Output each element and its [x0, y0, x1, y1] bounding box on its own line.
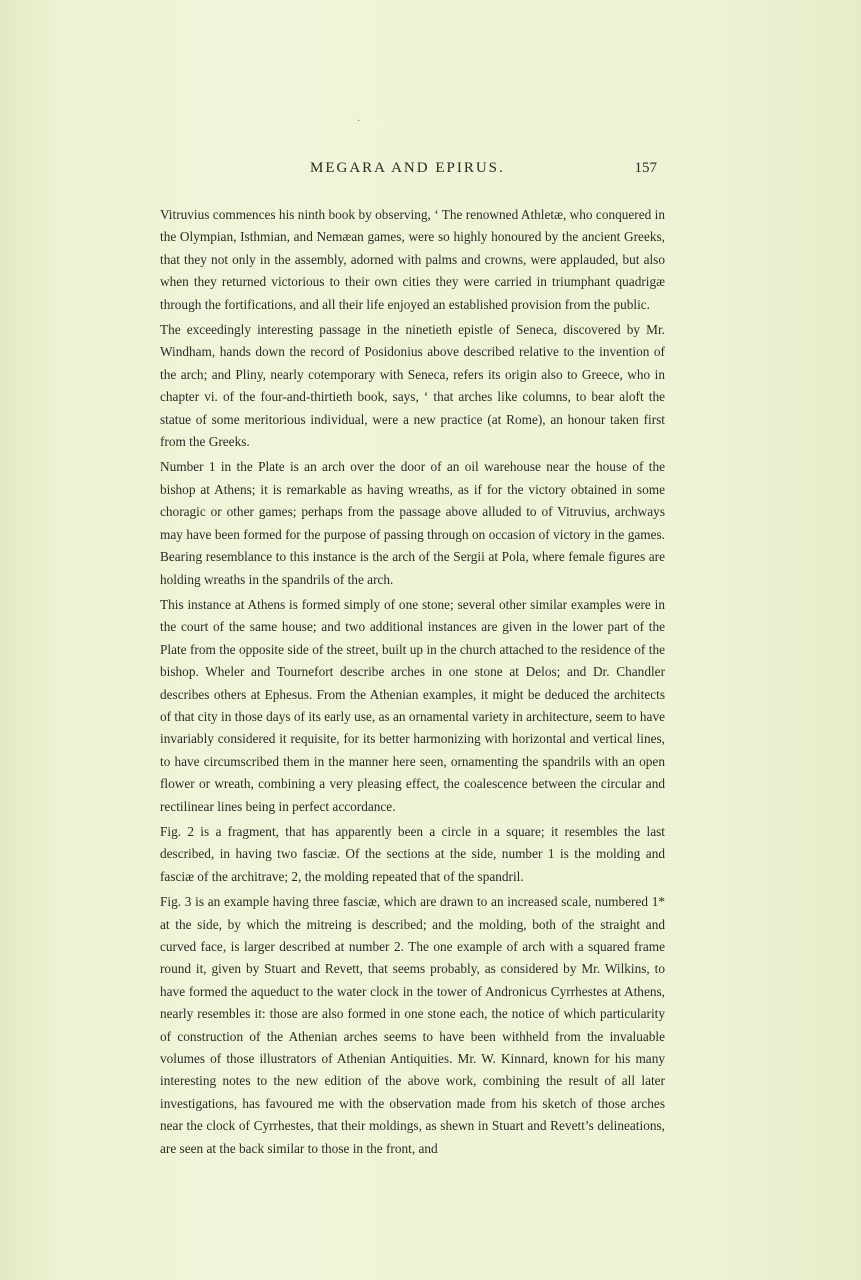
paragraph-3: Number 1 in the Plate is an arch over the door of an oil warehouse near the house of the bishop at Athens; it is remarkable as having wreaths, as if for the victory obtained in some choragic or other games; perhaps from the passage above alluded to of Vitruvius, archways may have been formed for the purpose of passing through on occasion of victory in the games. Bearing resemblance to this instance is the arch of the Sergii at Pola, where female figures are holding wreaths in the spandrils of the arch. — [160, 459, 665, 587]
paragraph-6: Fig. 3 is an example having three fasciæ, which are drawn to an increased scale, numbered 1* at the side, by which the mitreing is described; and the molding, both of the straight and curved face, is larger described at number 2. The one example of arch with a squared frame round it, given by Stuart and Revett, that seems probably, as considered by Mr. Wilkins, to have formed the aqueduct to the water clock in the tower of Andronicus Cyrrhestes at Athens, nearly resembles it: those are also formed in one stone each, the notice of which particularity of construction of the Athenian arches seems to have been withheld from the invaluable volumes of those illustrators of Athenian Antiquities. Mr. W. Kinnard, known for his many interesting notes to the new edition of the above work, combining the result of all later investigations, has favoured me with the observation made from his sketch of those arches near the clock of Cyrrhestes, that their moldings, as shewn in Stuart and Revett’s delineations, are seen at the back similar to those in the front, and — [160, 894, 665, 1156]
paragraph-4: This instance at Athens is formed simply of one stone; several other similar examples were in the court of the same house; and two additional instances are given in the lower part of the Plate from the opposite side of the street, built up in the church attached to the residence of the bishop. Wheler and Tournefort describe arches in one stone at Delos; and Dr. Chandler describes others at Ephesus. From the Athenian examples, it might be deduced the architects of that city in those days of its early use, as an ornamental variety in architecture, seem to have invariably considered it requisite, for its better harmonizing with horizontal and vertical lines, to have circumscribed them in the manner here seen, ornamenting the spandrils with an open flower or wreath, combining a very pleasing effect, the coalescence between the circular and rectilinear lines being in perfect accordance. — [160, 596, 665, 814]
body-text — [160, 204, 665, 1163]
paragraph-5: Fig. 2 is a fragment, that has apparently been a circle in a square; it resembles the last described, in having two fasciæ. Of the sections at the side, number 1 is the molding and fasciæ of the architrave; 2, the molding repeated that of the spandril. — [160, 823, 665, 884]
paragraph-1: Vitruvius commences his ninth book by observing, ‘ The renowned Athletæ, who conquered in the Olympian, Isthmian, and Nemæan games, were so highly honoured by the ancient Greeks, that they not only in the assembly, adorned with palms and crowns, were applauded, but also when they returned victorious to their own cities they were carried in triumphant quadrigæ through the fortifications, and all their life enjoyed an established provision from the public. — [160, 207, 665, 312]
ink-speck: · — [357, 116, 361, 127]
running-title: MEGARA AND EPIRUS. — [310, 160, 505, 176]
page-number: 157 — [634, 160, 657, 176]
paragraph-2: The exceedingly interesting passage in the ninetieth epistle of Seneca, discovered by Mr. Windham, hands down the record of Posidonius above described relative to the invention of the arch; and Pliny, nearly cotemporary with Seneca, refers its origin also to Greece, who in chapter vi. of the four-and-thirtieth book, says, ‘ that arches like columns, to bear aloft the statue of some meritorious individual, were a new practice (at Rome), an honour taken first from the Greeks. — [160, 322, 665, 450]
running-head — [160, 160, 660, 184]
